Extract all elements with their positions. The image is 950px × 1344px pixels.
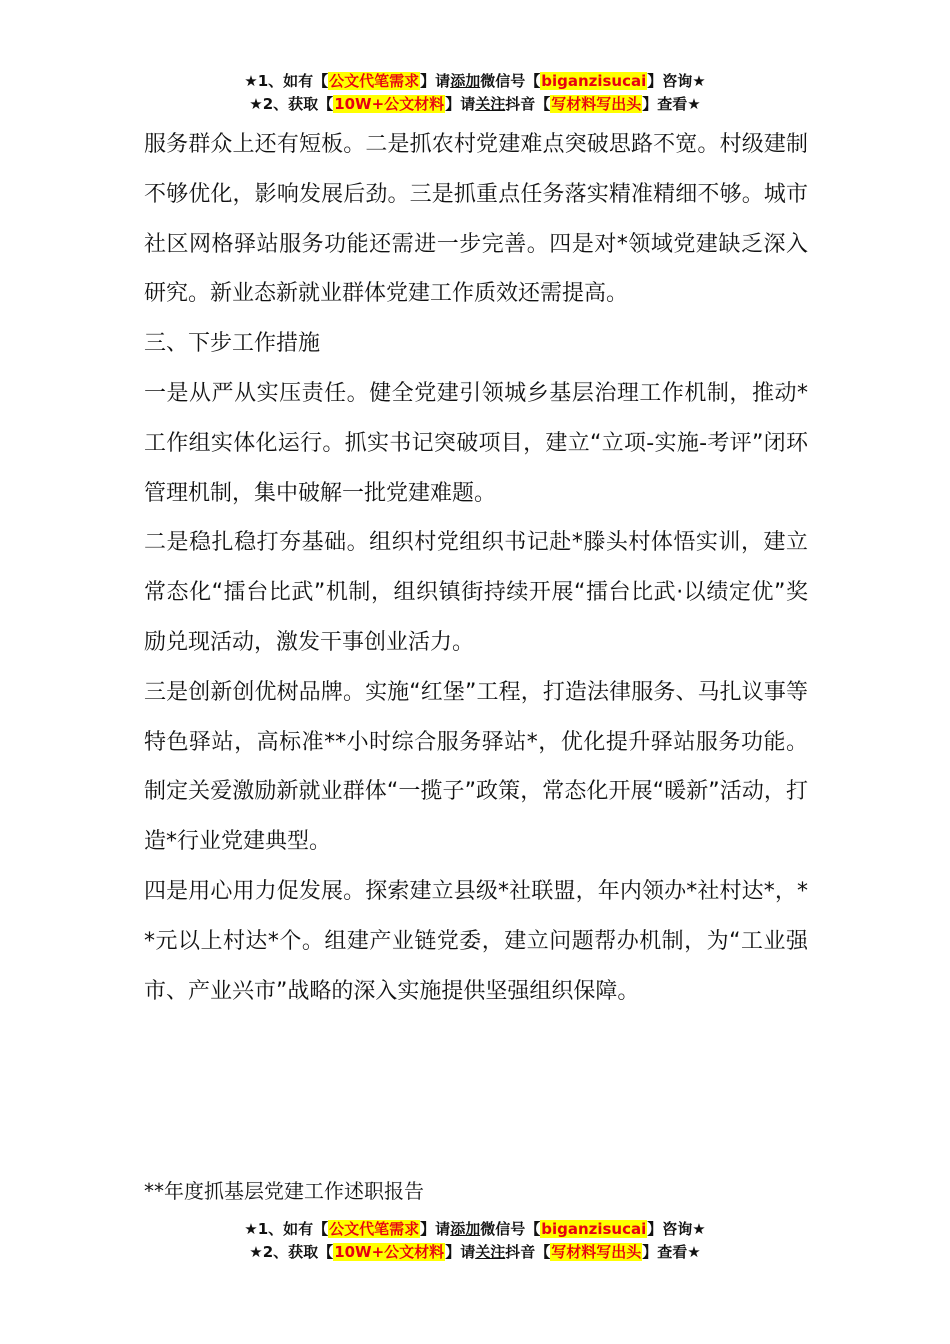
banner-line-2: ★2、获取【10W+公文材料】请关注抖音【写材料写出头】查看★ (249, 95, 701, 113)
banner-highlight: 10W+公文材料 (334, 1243, 445, 1261)
bottom-banner (0, 1218, 950, 1264)
paragraph: 二是稳扎稳打夯基础。组织村党组织书记赴*滕头村体悟实训，建立常态化“擂台比武”机制，组织镇街持续开展“擂台比武·以绩定优”奖励兑现活动，激发干事创业活力。 (144, 530, 808, 655)
banner-line-1: ★1、如有【公文代笔需求】请添加微信号【biganzisucai】咨询★ (244, 1220, 706, 1238)
document-title: **年度抓基层党建工作述职报告 (144, 1179, 424, 1203)
paragraph: 四是用心用力促发展。探索建立县级*社联盟，年内领办*社村达*，**元以上村达*个。组建产业链党委，建立问题帮办机制，为“工业强市、产业兴市”战略的深入实施提供坚强组织保障。 (144, 878, 808, 1004)
paragraph: 三是创新创优树品牌。实施“红堡”工程，打造法律服务、马扎议事等特色驿站，高标准**小时综合服务驿站*，优化提升驿站服务功能。制定关爱激励新就业群体“一揽子”政策，常态化开展“暖新”活动，打造*行业党建典型。 (144, 679, 808, 855)
banner-highlight: 公文代笔需求 (329, 1220, 420, 1238)
banner-highlight: biganzisucai (541, 1220, 647, 1238)
banner-highlight: biganzisucai (541, 72, 647, 90)
paragraph: 服务群众上还有短板。二是抓农村党建难点突破思路不宽。村级建制不够优化，影响发展后劲。三是抓重点任务落实精准精细不够。城市社区网格驿站服务功能还需进一步完善。四是对*领域党建缺乏深入研究。新业态新就业群体党建工作质效还需提高。 (144, 132, 808, 307)
banner-line-2: ★2、获取【10W+公文材料】请关注抖音【写材料写出头】查看★ (249, 1243, 701, 1261)
section-heading: 三、下步工作措施 (144, 331, 321, 357)
top-banner (0, 70, 950, 116)
banner-highlight: 写材料写出头 (551, 95, 642, 113)
banner-highlight: 10W+公文材料 (334, 95, 445, 113)
document-body (144, 120, 808, 1016)
banner-highlight: 公文代笔需求 (329, 72, 420, 90)
banner-line-1: ★1、如有【公文代笔需求】请添加微信号【biganzisucai】咨询★ (244, 72, 706, 90)
paragraph: 一是从严从实压责任。健全党建引领城乡基层治理工作机制，推动*工作组实体化运行。抓实书记突破项目，建立“立项-实施-考评”闭环管理机制，集中破解一批党建难题。 (144, 380, 808, 506)
banner-highlight: 写材料写出头 (551, 1243, 642, 1261)
